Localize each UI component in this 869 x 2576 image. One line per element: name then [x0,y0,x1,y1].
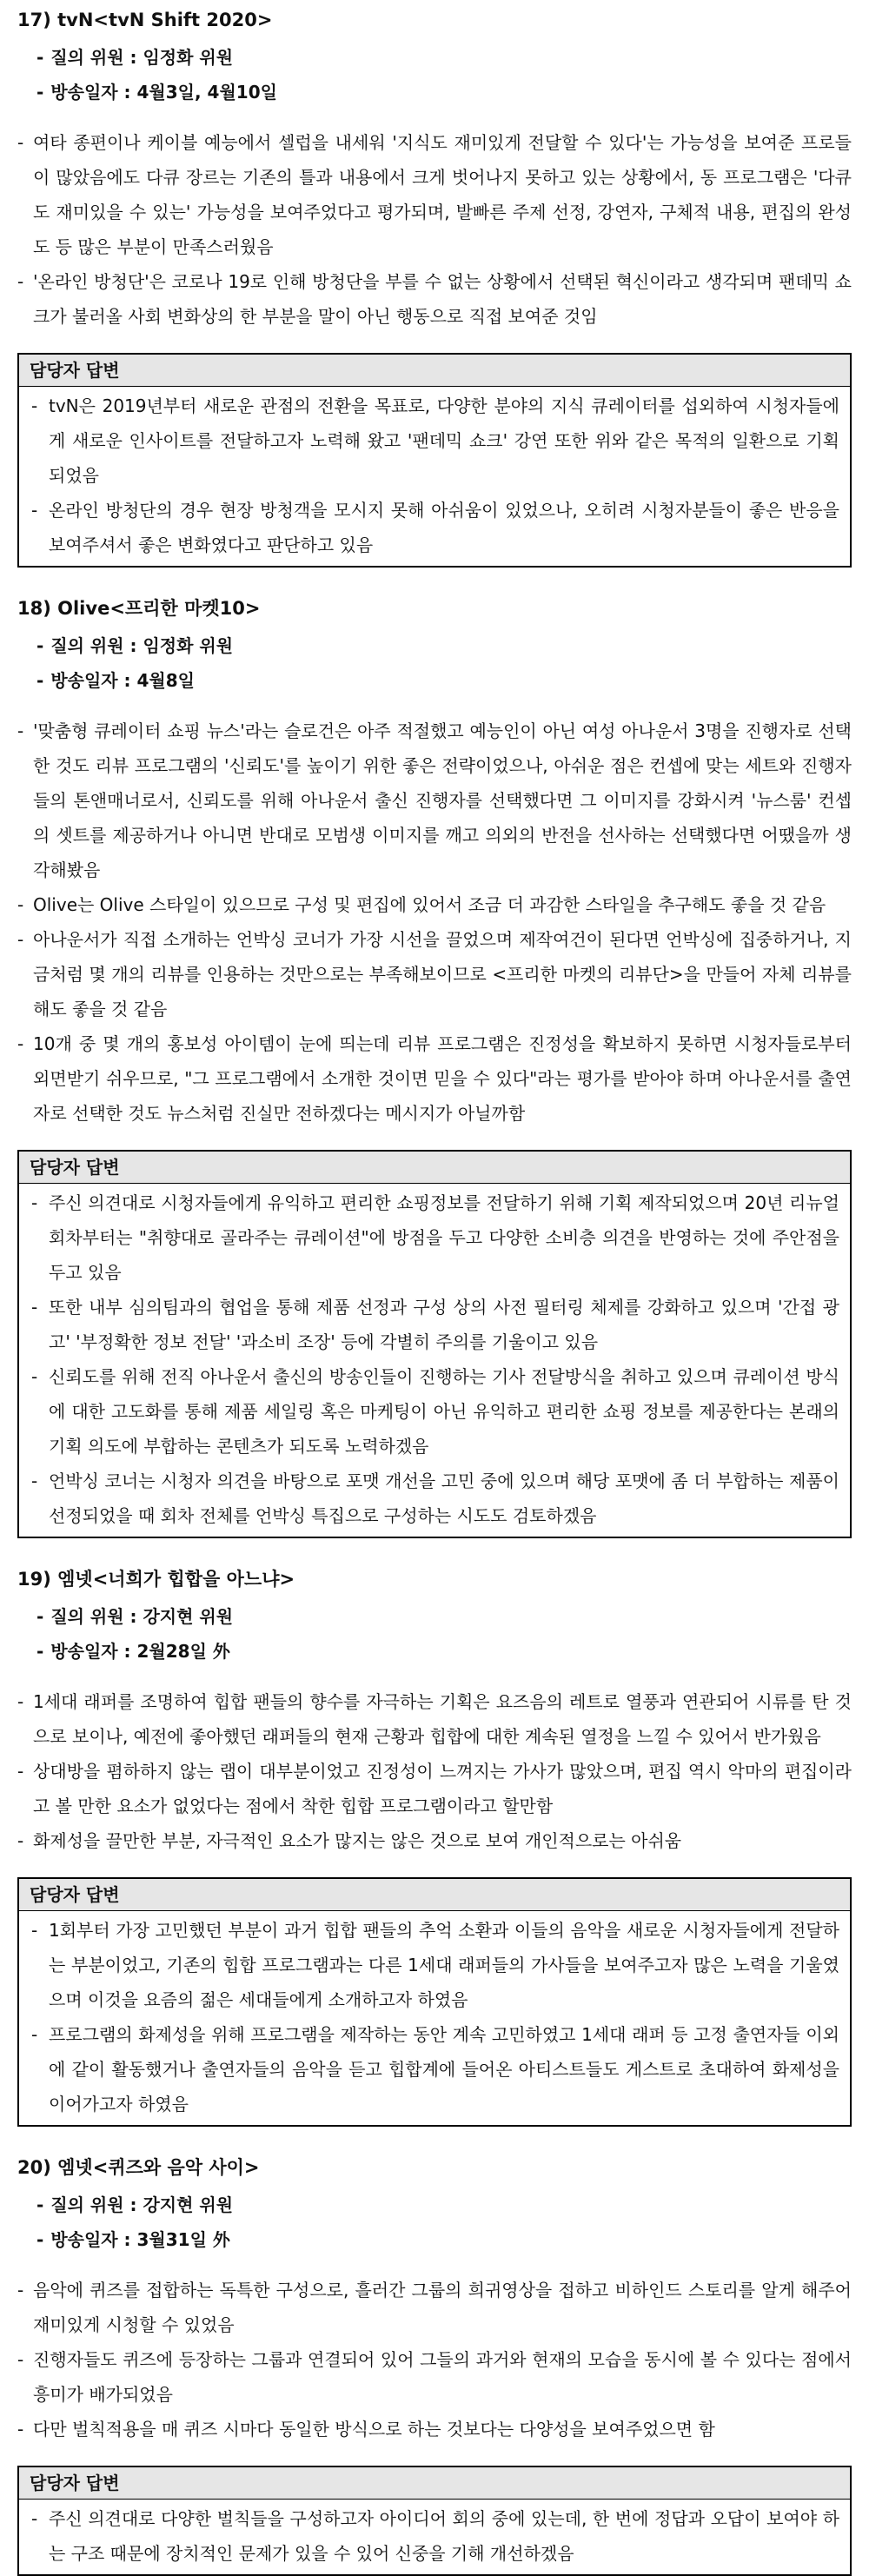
answer-item: - 주신 의견대로 시청자들에게 유익하고 편리한 쇼핑정보를 전달하기 위해 기획 제작되었으며 20년 리뉴얼 회차부터는 "취향대로 골라주는 큐레이션"에 방점을 두고 다양한 소비층 의견을 반영하는 것에 주안점을 두고 있음 [30,1185,839,1290]
member-line: - 질의 위원 : 임정화 위원 [36,47,234,68]
member-text: 질의 위원 : 강지현 위원 [50,2194,234,2215]
comment-item: - '맞춤형 큐레이터 쇼핑 뉴스'라는 슬로건은 아주 적절했고 예능인이 아닌 여성 아나운서 3명을 진행자로 선택한 것도 리뷰 프로그램의 '신뢰도'를 높이기 위한 좋은 전략이었으나, 아쉬운 점은 컨셉에 맞는 세트와 진행자들의 톤앤매너로서, 신뢰도를 위해 아나운서 출신 진행자를 선택했다면 그 이미지를 강화시켜 '뉴스룸' 컨셉의 셋트를 제공하거나 아니면 반대로 모범생 이미지를 깨고 의외의 반전을 선사하는 선택했다면 어땠을까 생각해봤음 [17,714,852,887]
date-line: - 방송일자 : 3월31일 外 [36,2229,230,2250]
answer-item: - 주신 의견대로 다양한 벌칙들을 구성하고자 아이디어 회의 중에 있는데, 한 번에 정답과 오답이 보여야 하는 구조 때문에 장치적인 문제가 있을 수 있어 신중을 기해 개선하겠음 [30,2501,839,2571]
date-text: 방송일자 : 2월28일 外 [50,1641,230,1662]
date-text: 방송일자 : 4월8일 [50,670,195,691]
section-title: 18) Olive<프리한 마켓10> [17,598,261,619]
member-line: - 질의 위원 : 임정화 위원 [36,635,234,656]
answer-item: - 프로그램의 화제성을 위해 프로그램을 제작하는 동안 계속 고민하였고 1세대 래퍼 등 고정 출연자들 이외에 같이 활동했거나 출연자들의 음악을 듣고 힙합계에 들어온 아티스트들도 게스트로 초대하여 화제성을 이어가고자 하였음 [30,2017,839,2121]
date-text: 방송일자 : 3월31일 外 [50,2229,230,2250]
date-line: - 방송일자 : 4월3일, 4월10일 [36,82,277,103]
comment-item: - 진행자들도 퀴즈에 등장하는 그룹과 연결되어 있어 그들의 과거와 현재의 모습을 동시에 볼 수 있다는 점에서 흥미가 배가되었음 [17,2342,852,2412]
comment-list [17,714,852,1131]
answer-box [17,2466,852,2576]
answer-header: 담당자 답변 [19,1879,850,1911]
comment-list [17,125,852,334]
comment-item: - 아나운서가 직접 소개하는 언박싱 코너가 가장 시선을 끌었으며 제작여건이 된다면 언박싱에 집중하거나, 지금처럼 몇 개의 리뷰를 인용하는 것만으로는 부족해보이므로 <프리한 마켓의 리뷰단>을 만들어 자체 리뷰를 해도 좋을 것 같음 [17,922,852,1026]
section-title: 20) 엠넷<퀴즈와 음악 사이> [17,2157,260,2178]
answer-item: - 신뢰도를 위해 전직 아나운서 출신의 방송인들이 진행하는 기사 전달방식을 취하고 있으며 큐레이션 방식에 대한 고도화를 통해 제품 세일링 혹은 마케팅이 아닌 유익하고 편리한 쇼핑 정보를 제공한다는 본래의 기획 의도에 부합하는 콘텐츠가 되도록 노력하겠음 [30,1359,839,1464]
comment-item: - '온라인 방청단'은 코로나 19로 인해 방청단을 부를 수 없는 상황에서 선택된 혁신이라고 생각되며 팬데믹 쇼크가 불러올 사회 변화상의 한 부분을 말이 아닌 행동으로 직접 보여준 것임 [17,264,852,334]
program-section [17,592,852,1538]
comment-list [17,2273,852,2447]
date-text: 방송일자 : 4월3일, 4월10일 [50,82,277,103]
comment-item: - 여타 종편이나 케이블 예능에서 셀럽을 내세워 '지식도 재미있게 전달할 수 있다'는 가능성을 보여준 프로들이 많았음에도 다큐 장르는 기존의 틀과 내용에서 크게 벗어나지 못하고 있는 상황에서, 동 프로그램은 '다큐도 재미있을 수 있는' 가능성을 보여주었다고 평가되며, 발빠른 주제 선정, 강연자, 구체적 내용, 편집의 완성도 등 많은 부분이 만족스러웠음 [17,125,852,264]
answer-item: - 1회부터 가장 고민했던 부분이 과거 힙합 팬들의 추억 소환과 이들의 음악을 새로운 시청자들에게 전달하는 부분이었고, 기존의 힙합 프로그램과는 다른 1세대 래퍼들의 가사들을 보여주고자 많은 노력을 기울였으며 이것을 요즘의 젊은 세대들에게 소개하고자 하였음 [30,1913,839,2017]
section-title: 17) tvN<tvN Shift 2020> [17,10,273,30]
program-section [17,3,852,568]
date-line: - 방송일자 : 2월28일 外 [36,1641,230,1662]
answer-list [30,2501,839,2571]
answer-header: 담당자 답변 [19,355,850,387]
comment-list [17,1684,852,1858]
comment-item: - 음악에 퀴즈를 접합하는 독특한 구성으로, 흘러간 그룹의 희귀영상을 접하고 비하인드 스토리를 알게 해주어 재미있게 시청할 수 있었음 [17,2273,852,2342]
answer-item: - 언박싱 코너는 시청자 의견을 바탕으로 포맷 개선을 고민 중에 있으며 해당 포맷에 좀 더 부합하는 제품이 선정되었을 때 회차 전체를 언박싱 특집으로 구성하는 시도도 검토하겠음 [30,1464,839,1533]
date-line: - 방송일자 : 4월8일 [36,670,195,691]
answer-list [30,1185,839,1533]
answer-list [30,388,839,562]
member-text: 질의 위원 : 임정화 위원 [50,47,234,68]
comment-item: - 10개 중 몇 개의 홍보성 아이템이 눈에 띄는데 리뷰 프로그램은 진정성을 확보하지 못하면 시청자들로부터 외면받기 쉬우므로, "그 프로그램에서 소개한 것이면 믿을 수 있다"라는 평가를 받아야 하며 아나운서를 출연자로 선택한 것도 뉴스처럼 진실만 전하겠다는 메시지가 아닐까함 [17,1026,852,1131]
answer-item: - 온라인 방청단의 경우 현장 방청객을 모시지 못해 아쉬움이 있었으나, 오히려 시청자분들이 좋은 반응을 보여주셔서 좋은 변화였다고 판단하고 있음 [30,493,839,562]
answer-box [17,1150,852,1538]
member-line: - 질의 위원 : 강지현 위원 [36,1606,234,1627]
comment-item: - 1세대 래퍼를 조명하여 힙합 팬들의 향수를 자극하는 기획은 요즈음의 레트로 열풍과 연관되어 시류를 탄 것으로 보이나, 예전에 좋아했던 래퍼들의 현재 근황과 힙합에 대한 계속된 열정을 느낄 수 있어서 반가웠음 [17,1684,852,1754]
answer-list [30,1913,839,2121]
answer-header: 담당자 답변 [19,2467,850,2500]
answer-box [17,1877,852,2127]
member-text: 질의 위원 : 강지현 위원 [50,1606,234,1627]
comment-item: - 상대방을 폄하하지 않는 랩이 대부분이었고 진정성이 느껴지는 가사가 많았으며, 편집 역시 악마의 편집이라고 볼 만한 요소가 없었다는 점에서 착한 힙합 프로그램이라고 할만함 [17,1754,852,1823]
section-title: 19) 엠넷<너희가 힙합을 아느냐> [17,1569,295,1590]
answer-item: - tvN은 2019년부터 새로운 관점의 전환을 목표로, 다양한 분야의 지식 큐레이터를 섭외하여 시청자들에게 새로운 인사이트를 전달하고자 노력해 왔고 '팬데믹 쇼크' 강연 또한 위와 같은 목적의 일환으로 기획되었음 [30,388,839,493]
program-section [17,2151,852,2576]
comment-item: - 다만 벌칙적용을 매 퀴즈 시마다 동일한 방식으로 하는 것보다는 다양성을 보여주었으면 함 [17,2412,852,2447]
comment-item: - 화제성을 끌만한 부분, 자극적인 요소가 많지는 않은 것으로 보여 개인적으로는 아쉬움 [17,1823,852,1858]
answer-header: 담당자 답변 [19,1152,850,1184]
member-line: - 질의 위원 : 강지현 위원 [36,2194,234,2215]
member-text: 질의 위원 : 임정화 위원 [50,635,234,656]
answer-box [17,353,852,568]
program-section [17,1563,852,2127]
answer-item: - 또한 내부 심의팀과의 협업을 통해 제품 선정과 구성 상의 사전 필터링 체제를 강화하고 있으며 '간접 광고' '부정확한 정보 전달' '과소비 조장' 등에 각별히 주의를 기울이고 있음 [30,1290,839,1359]
comment-item: - Olive는 Olive 스타일이 있으므로 구성 및 편집에 있어서 조금 더 과감한 스타일을 추구해도 좋을 것 같음 [17,887,852,922]
